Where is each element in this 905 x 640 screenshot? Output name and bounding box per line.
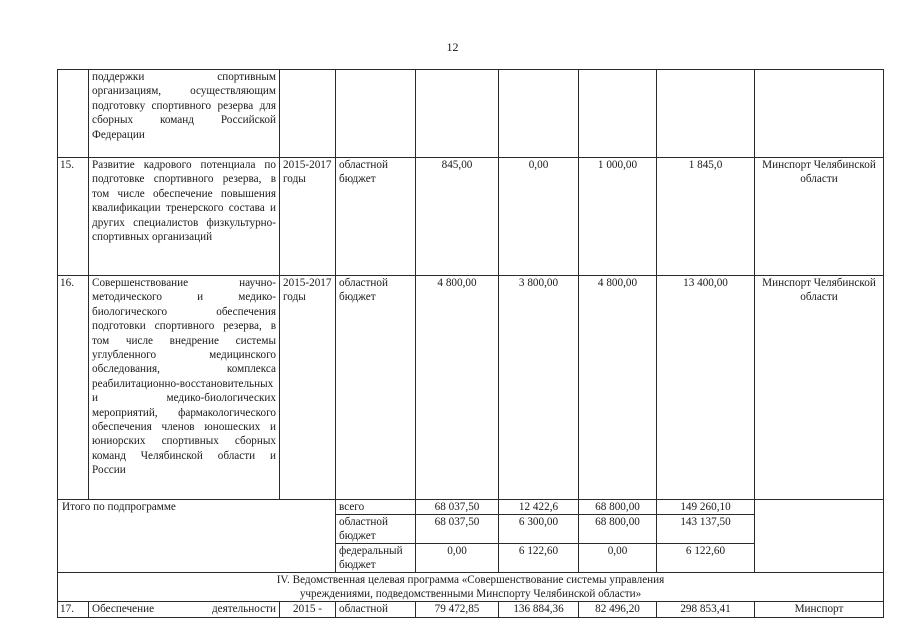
cell-executor: Минспорт	[755, 602, 884, 618]
section-heading-line1: IV. Ведомственная целевая программа «Совершенствование системы управления	[276, 574, 665, 586]
table-row-continued	[58, 70, 884, 158]
summary-2015: 68 037,50	[416, 515, 499, 544]
summary-2015: 0,00	[416, 544, 499, 573]
summary-2016: 6 300,00	[499, 515, 579, 544]
table-row-17	[58, 602, 884, 618]
cell-period: 2015 -	[280, 602, 336, 618]
cell-2016: 3 800,00	[499, 276, 579, 500]
cell-2017: 1 000,00	[579, 158, 657, 276]
cell-name: поддержки спортивным организациям, осуществляющим подготовку спортивного резерва для сборных команд Российской Федерации	[89, 70, 280, 158]
cell-name: Обеспечение деятельности	[89, 602, 280, 618]
section-heading	[58, 573, 884, 602]
summary-source: федеральный бюджет	[336, 544, 416, 573]
summary-2017: 0,00	[579, 544, 657, 573]
summary-2017: 68 800,00	[579, 500, 657, 515]
cell-source	[336, 70, 416, 158]
summary-2015: 68 037,50	[416, 500, 499, 515]
cell-2016: 0,00	[499, 158, 579, 276]
cell-2015	[416, 70, 499, 158]
summary-source: областной бюджет	[336, 515, 416, 544]
summary-executor	[755, 500, 884, 573]
summary-label: Итого по подпрограмме	[58, 500, 336, 573]
summary-total: 143 137,50	[657, 515, 755, 544]
summary-total: 149 260,10	[657, 500, 755, 515]
cell-executor: Минспорт Челябинской области	[755, 276, 884, 500]
cell-total	[657, 70, 755, 158]
program-table	[57, 69, 884, 618]
cell-2016: 136 884,36	[499, 602, 579, 618]
cell-2017: 4 800,00	[579, 276, 657, 500]
cell-2015: 79 472,85	[416, 602, 499, 618]
section-heading-line2: учреждениями, подведомственными Минспорту Челябинской области»	[299, 588, 642, 600]
cell-total: 1 845,0	[657, 158, 755, 276]
cell-total: 13 400,00	[657, 276, 755, 500]
summary-total: 6 122,60	[657, 544, 755, 573]
cell-2017	[579, 70, 657, 158]
cell-executor: Минспорт Челябинской области	[755, 158, 884, 276]
cell-period: 2015-2017 годы	[280, 158, 336, 276]
cell-num: 17.	[58, 602, 89, 618]
cell-period: 2015-2017 годы	[280, 276, 336, 500]
cell-2016	[499, 70, 579, 158]
cell-2015: 4 800,00	[416, 276, 499, 500]
cell-name: Совершенствование научно-методического и медико-биологического обеспечения подготовки спортивного резерва, в том числе внедрение системы углубленного медицинского обследования, комплекса реабилитационно-восстановительных и медико-биологических мероприятий, фармакологического обеспечения членов юношеских и юниорских спортивных сборных команд Челябинской области и России	[89, 276, 280, 500]
cell-2017: 82 496,20	[579, 602, 657, 618]
cell-source: областной бюджет	[336, 276, 416, 500]
cell-period	[280, 70, 336, 158]
cell-total: 298 853,41	[657, 602, 755, 618]
cell-name: Развитие кадрового потенциала по подготовке спортивного резерва, в том числе обеспечение повышения квалификации тренерского состава и других специалистов физкультурно-спортивных организаций	[89, 158, 280, 276]
cell-2015: 845,00	[416, 158, 499, 276]
section-heading-row	[58, 573, 884, 602]
summary-2016: 6 122,60	[499, 544, 579, 573]
summary-2017: 68 800,00	[579, 515, 657, 544]
summary-2016: 12 422,6	[499, 500, 579, 515]
cell-source: областной бюджет	[336, 158, 416, 276]
summary-source: всего	[336, 500, 416, 515]
cell-num: 15.	[58, 158, 89, 276]
summary-row-total	[58, 500, 884, 515]
table-row-16	[58, 276, 884, 500]
cell-num	[58, 70, 89, 158]
table-row-15	[58, 158, 884, 276]
page-number: 12	[446, 40, 459, 54]
cell-num: 16.	[58, 276, 89, 500]
cell-source: областной	[336, 602, 416, 618]
cell-executor	[755, 70, 884, 158]
